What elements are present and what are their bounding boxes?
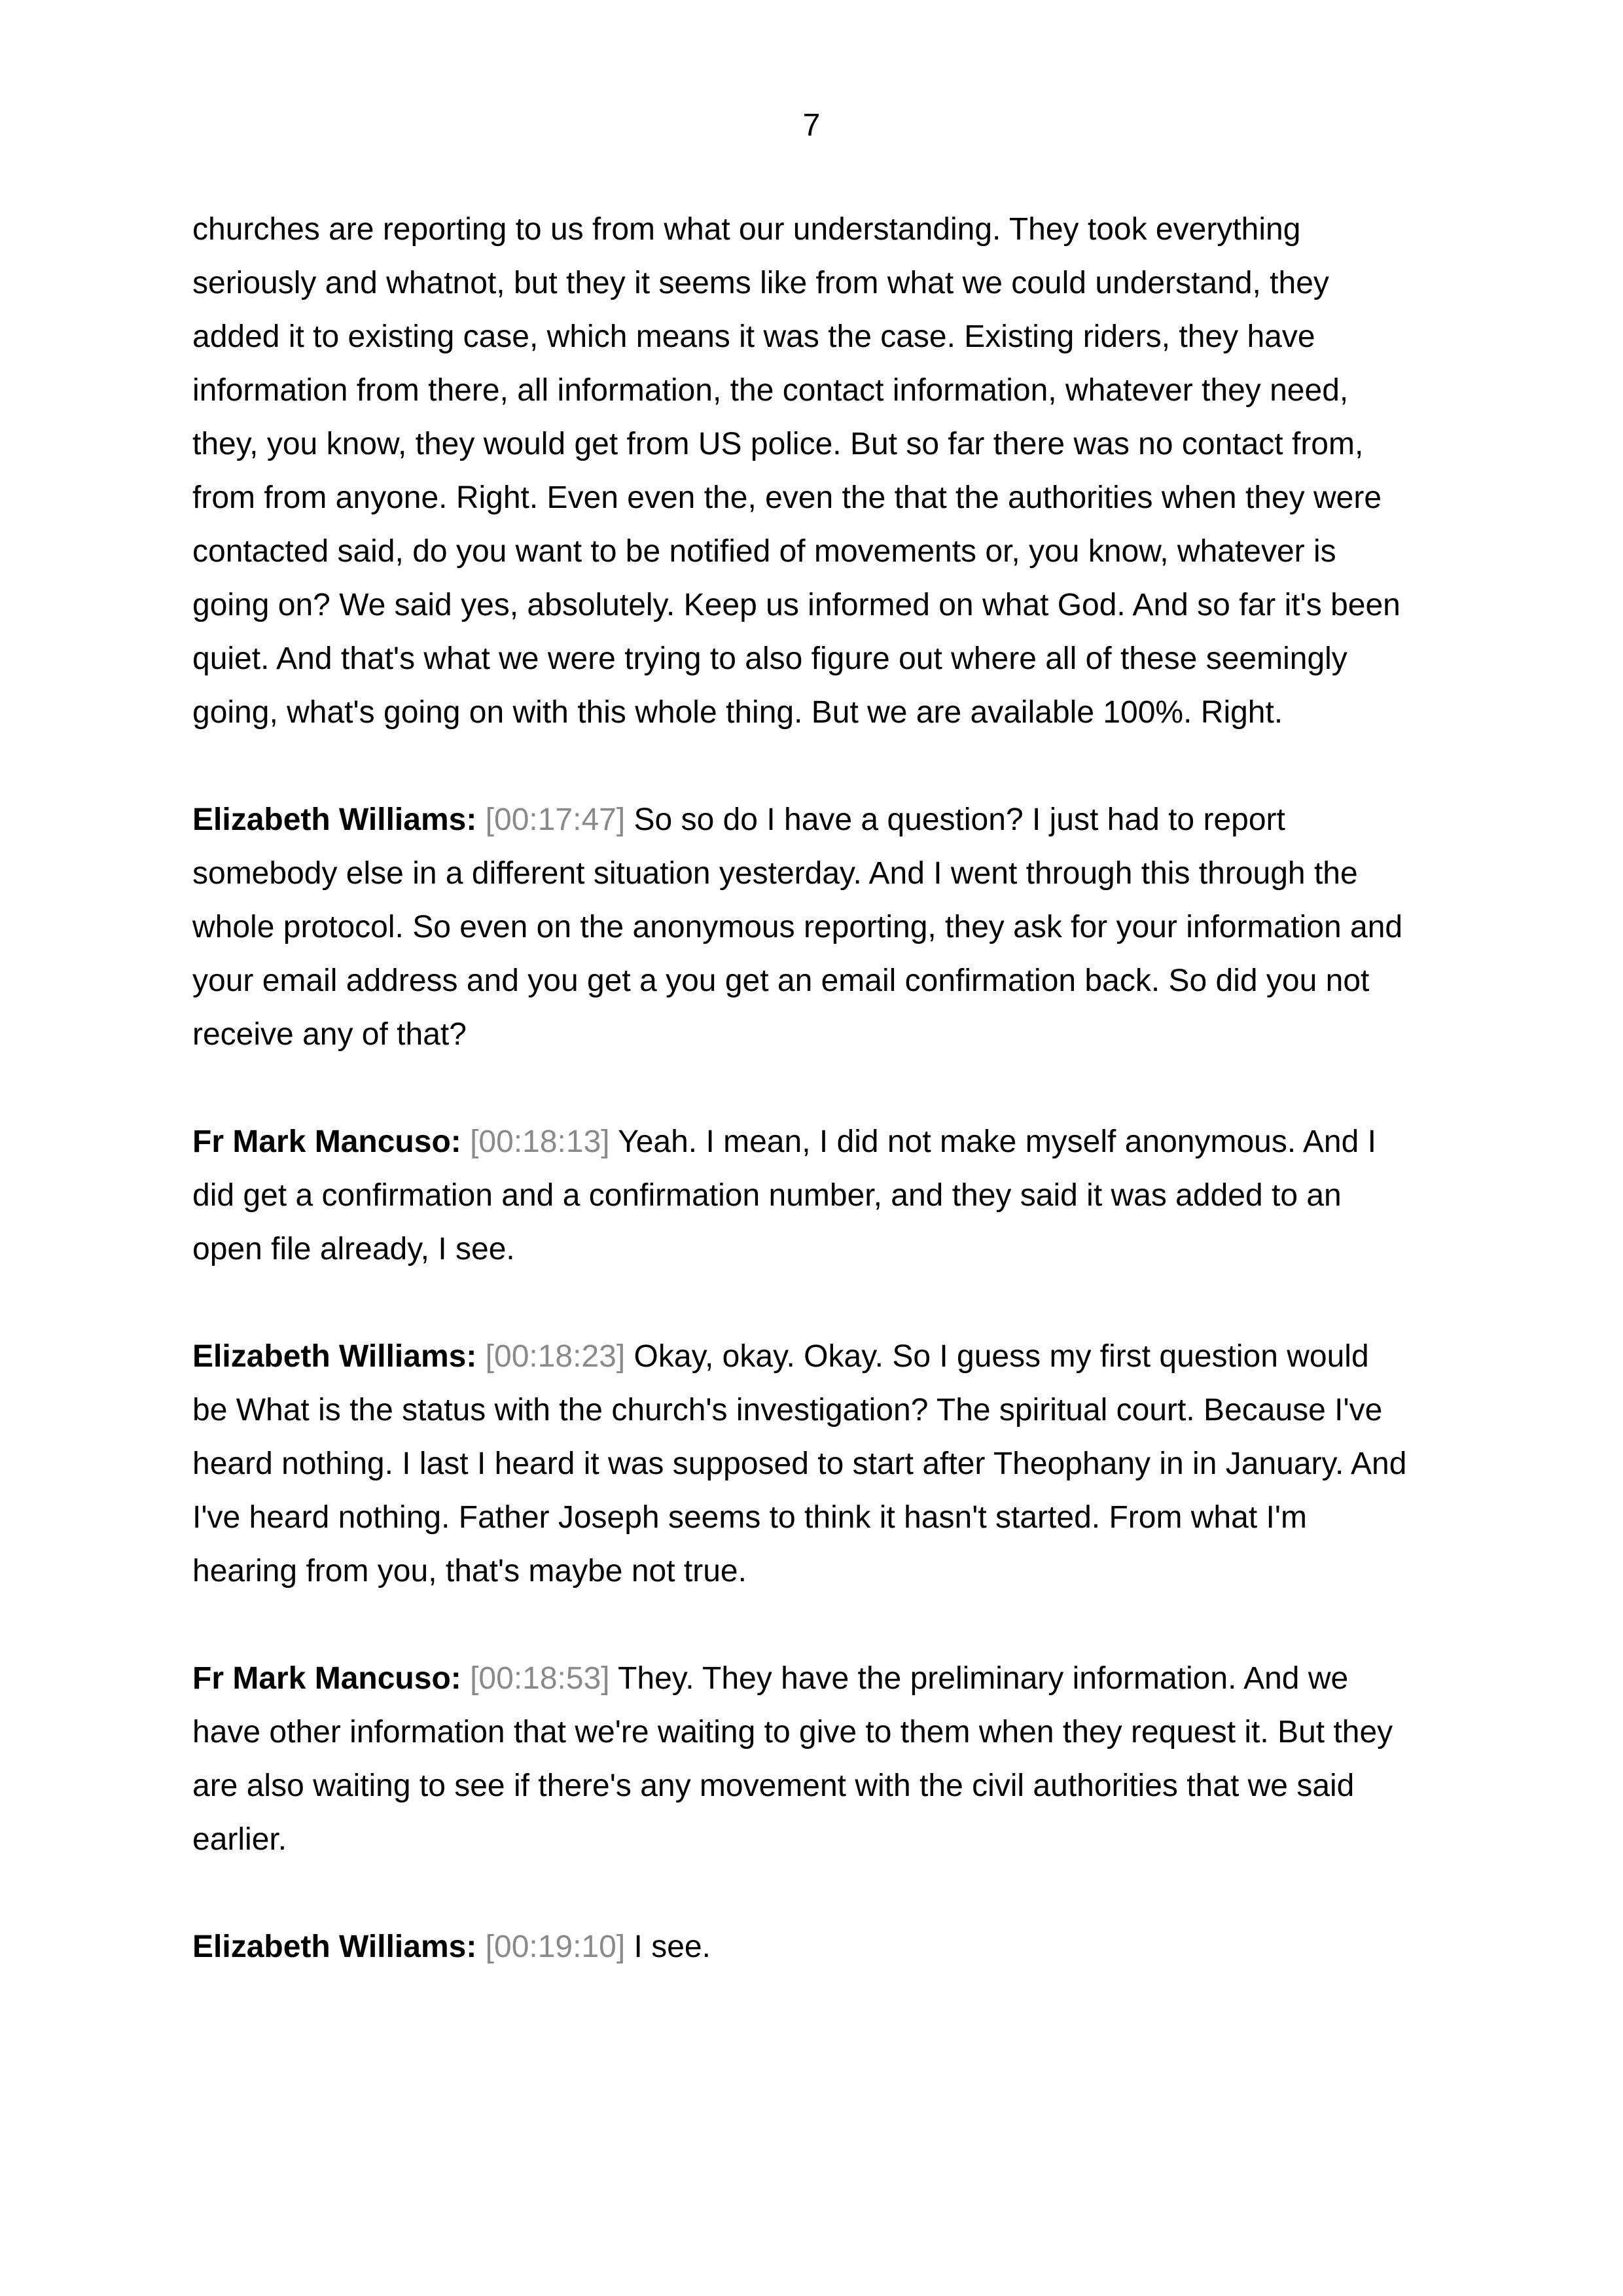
transcript-turn [192,1920,1436,1974]
turn-text: Okay, okay. Okay. So I guess my first question would be What is the status with the church's investigation? The spiritual court. Because I've heard nothing. I last I heard it was supposed to start after Theophany in in January. And I've heard nothing. Father Joseph seems to think it hasn't started. From what I'm hearing from you, that's maybe not true. [192,1339,1407,1588]
timestamp: [00:18:13] [470,1124,610,1159]
speaker-name: Elizabeth Williams: [192,1339,477,1374]
timestamp: [00:18:53] [470,1661,610,1696]
timestamp: [00:18:23] [485,1339,626,1374]
turn-text: They. They have the preliminary information. And we have other information that we're waiting to give to them when they request it. But they are also waiting to see if there's any movement with the civil authorities that we said earlier. [192,1661,1393,1857]
timestamp: [00:17:47] [485,802,626,837]
transcript-body [192,203,1436,2028]
turn-text: Yeah. I mean, I did not make myself anonymous. And I did get a confirmation and a confirmation number, and they said it was added to an open file already, I see. [192,1124,1376,1266]
transcript-turn [192,793,1436,1062]
timestamp: [00:19:10] [485,1929,626,1964]
turn-text: So so do I have a question? I just had to report somebody else in a different situation yesterday. And I went through this through the whole protocol. So even on the anonymous reporting, they ask for your information and your email address and you get a you get an email confirmation back. So did you not receive any of that? [192,802,1403,1052]
speaker-name: Fr Mark Mancuso: [192,1124,461,1159]
transcript-turn [192,1115,1436,1276]
turn-text: I see. [633,1929,711,1964]
page-number: 7 [802,108,821,143]
speaker-name: Fr Mark Mancuso: [192,1661,461,1696]
speaker-name: Elizabeth Williams: [192,802,477,837]
transcript-turn [192,1652,1436,1867]
speaker-name: Elizabeth Williams: [192,1929,477,1964]
transcript-turn [192,1330,1436,1598]
continuation-paragraph: churches are reporting to us from what our understanding. They took everything seriously and whatnot, but they it seems like from what we could understand, they added it to existing case, which means it was the case. Existing riders, they have information from there, all information, the contact information, whatever they need, they, you know, they would get from US police. But so far there was no contact from, from from anyone. Right. Even even the, even the that the authorities when they were contacted said, do you want to be notified of movements or, you know, whatever is going on? We said yes, absolutely. Keep us informed on what God. And so far it's been quiet. And that's what we were trying to also figure out where all of these seemingly going, what's going on with this whole thing. But we are available 100%. Right. [192,212,1400,730]
